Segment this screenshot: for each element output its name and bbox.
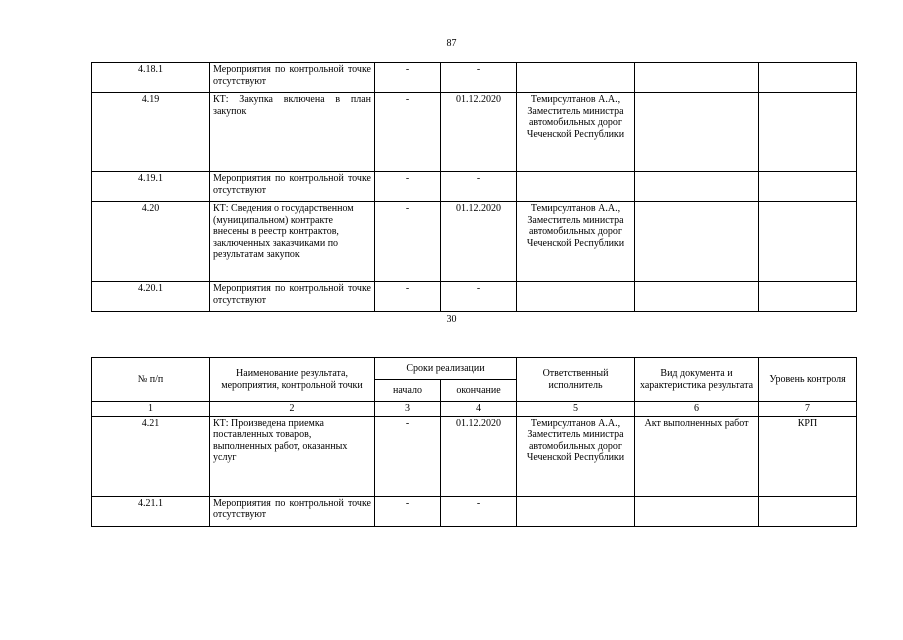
row-responsible [517, 282, 635, 312]
row-document [635, 63, 759, 93]
table-row [92, 496, 857, 526]
header-start: начало [375, 380, 441, 402]
row-name: КТ: Закупка включена в план закупок [210, 93, 375, 172]
row-end: 01.12.2020 [441, 202, 517, 282]
table-header [92, 358, 857, 417]
row-responsible: Темирсултанов А.А., Заместитель министра автомобильных дорог Чеченской Республики [517, 93, 635, 172]
row-level: КРП [759, 416, 857, 496]
row-document [635, 172, 759, 202]
row-number: 4.20.1 [92, 282, 210, 312]
row-start: - [375, 202, 441, 282]
row-number: 4.21.1 [92, 496, 210, 526]
column-number: 7 [759, 402, 857, 417]
row-responsible [517, 496, 635, 526]
row-end: - [441, 282, 517, 312]
page-number-top: 87 [446, 38, 457, 49]
row-start: - [375, 416, 441, 496]
row-end: - [441, 496, 517, 526]
table-row [92, 172, 857, 202]
row-end: 01.12.2020 [441, 93, 517, 172]
column-number: 3 [375, 402, 441, 417]
row-start: - [375, 282, 441, 312]
column-number: 6 [635, 402, 759, 417]
results-table [91, 357, 857, 527]
column-number: 4 [441, 402, 517, 417]
row-name: КТ: Сведения о государственном (муниципальном) контракте внесены в реестр контрактов, заключенных заказчиками по результатам закупок [210, 202, 375, 282]
row-document [635, 282, 759, 312]
row-end: - [441, 63, 517, 93]
row-start: - [375, 63, 441, 93]
row-number: 4.21 [92, 416, 210, 496]
row-name: КТ: Произведена приемка поставленных товаров, выполненных работ, оказанных услуг [210, 416, 375, 496]
table-row [92, 63, 857, 93]
column-number: 5 [517, 402, 635, 417]
header-level: Уровень контроля [759, 358, 857, 402]
row-level [759, 172, 857, 202]
row-level [759, 202, 857, 282]
header-responsible: Ответственный исполнитель [517, 358, 635, 402]
header-terms: Сроки реализации [375, 358, 517, 380]
row-start: - [375, 93, 441, 172]
row-end: 01.12.2020 [441, 416, 517, 496]
row-responsible [517, 63, 635, 93]
row-name: Мероприятия по контрольной точке отсутствуют [210, 172, 375, 202]
header-number: № п/п [92, 358, 210, 402]
row-document: Акт выполненных работ [635, 416, 759, 496]
table-row [92, 202, 857, 282]
header-row [92, 358, 857, 380]
table-row [92, 93, 857, 172]
row-document [635, 496, 759, 526]
column-number: 1 [92, 402, 210, 417]
row-level [759, 63, 857, 93]
row-level [759, 93, 857, 172]
row-start: - [375, 496, 441, 526]
row-level [759, 496, 857, 526]
row-name: Мероприятия по контрольной точке отсутствуют [210, 496, 375, 526]
row-number: 4.18.1 [92, 63, 210, 93]
row-number: 4.19 [92, 93, 210, 172]
row-number: 4.19.1 [92, 172, 210, 202]
row-responsible [517, 172, 635, 202]
row-number: 4.20 [92, 202, 210, 282]
header-end: окончание [441, 380, 517, 402]
row-name: Мероприятия по контрольной точке отсутствуют [210, 282, 375, 312]
column-number-row [92, 402, 857, 417]
table-continuation [91, 62, 857, 312]
table2-body [92, 416, 857, 526]
row-start: - [375, 172, 441, 202]
row-name: Мероприятия по контрольной точке отсутствуют [210, 63, 375, 93]
row-document [635, 93, 759, 172]
header-document: Вид документа и характеристика результата [635, 358, 759, 402]
column-number: 2 [210, 402, 375, 417]
row-responsible: Темирсултанов А.А., Заместитель министра автомобильных дорог Чеченской Республики [517, 202, 635, 282]
table-row [92, 416, 857, 496]
row-responsible: Темирсултанов А.А., Заместитель министра автомобильных дорог Чеченской Республики [517, 416, 635, 496]
row-end: - [441, 172, 517, 202]
table1-body [92, 63, 857, 312]
row-document [635, 202, 759, 282]
row-level [759, 282, 857, 312]
page-number-mid: 30 [446, 314, 457, 325]
table-row [92, 282, 857, 312]
header-name: Наименование результата, мероприятия, контрольной точки [210, 358, 375, 402]
